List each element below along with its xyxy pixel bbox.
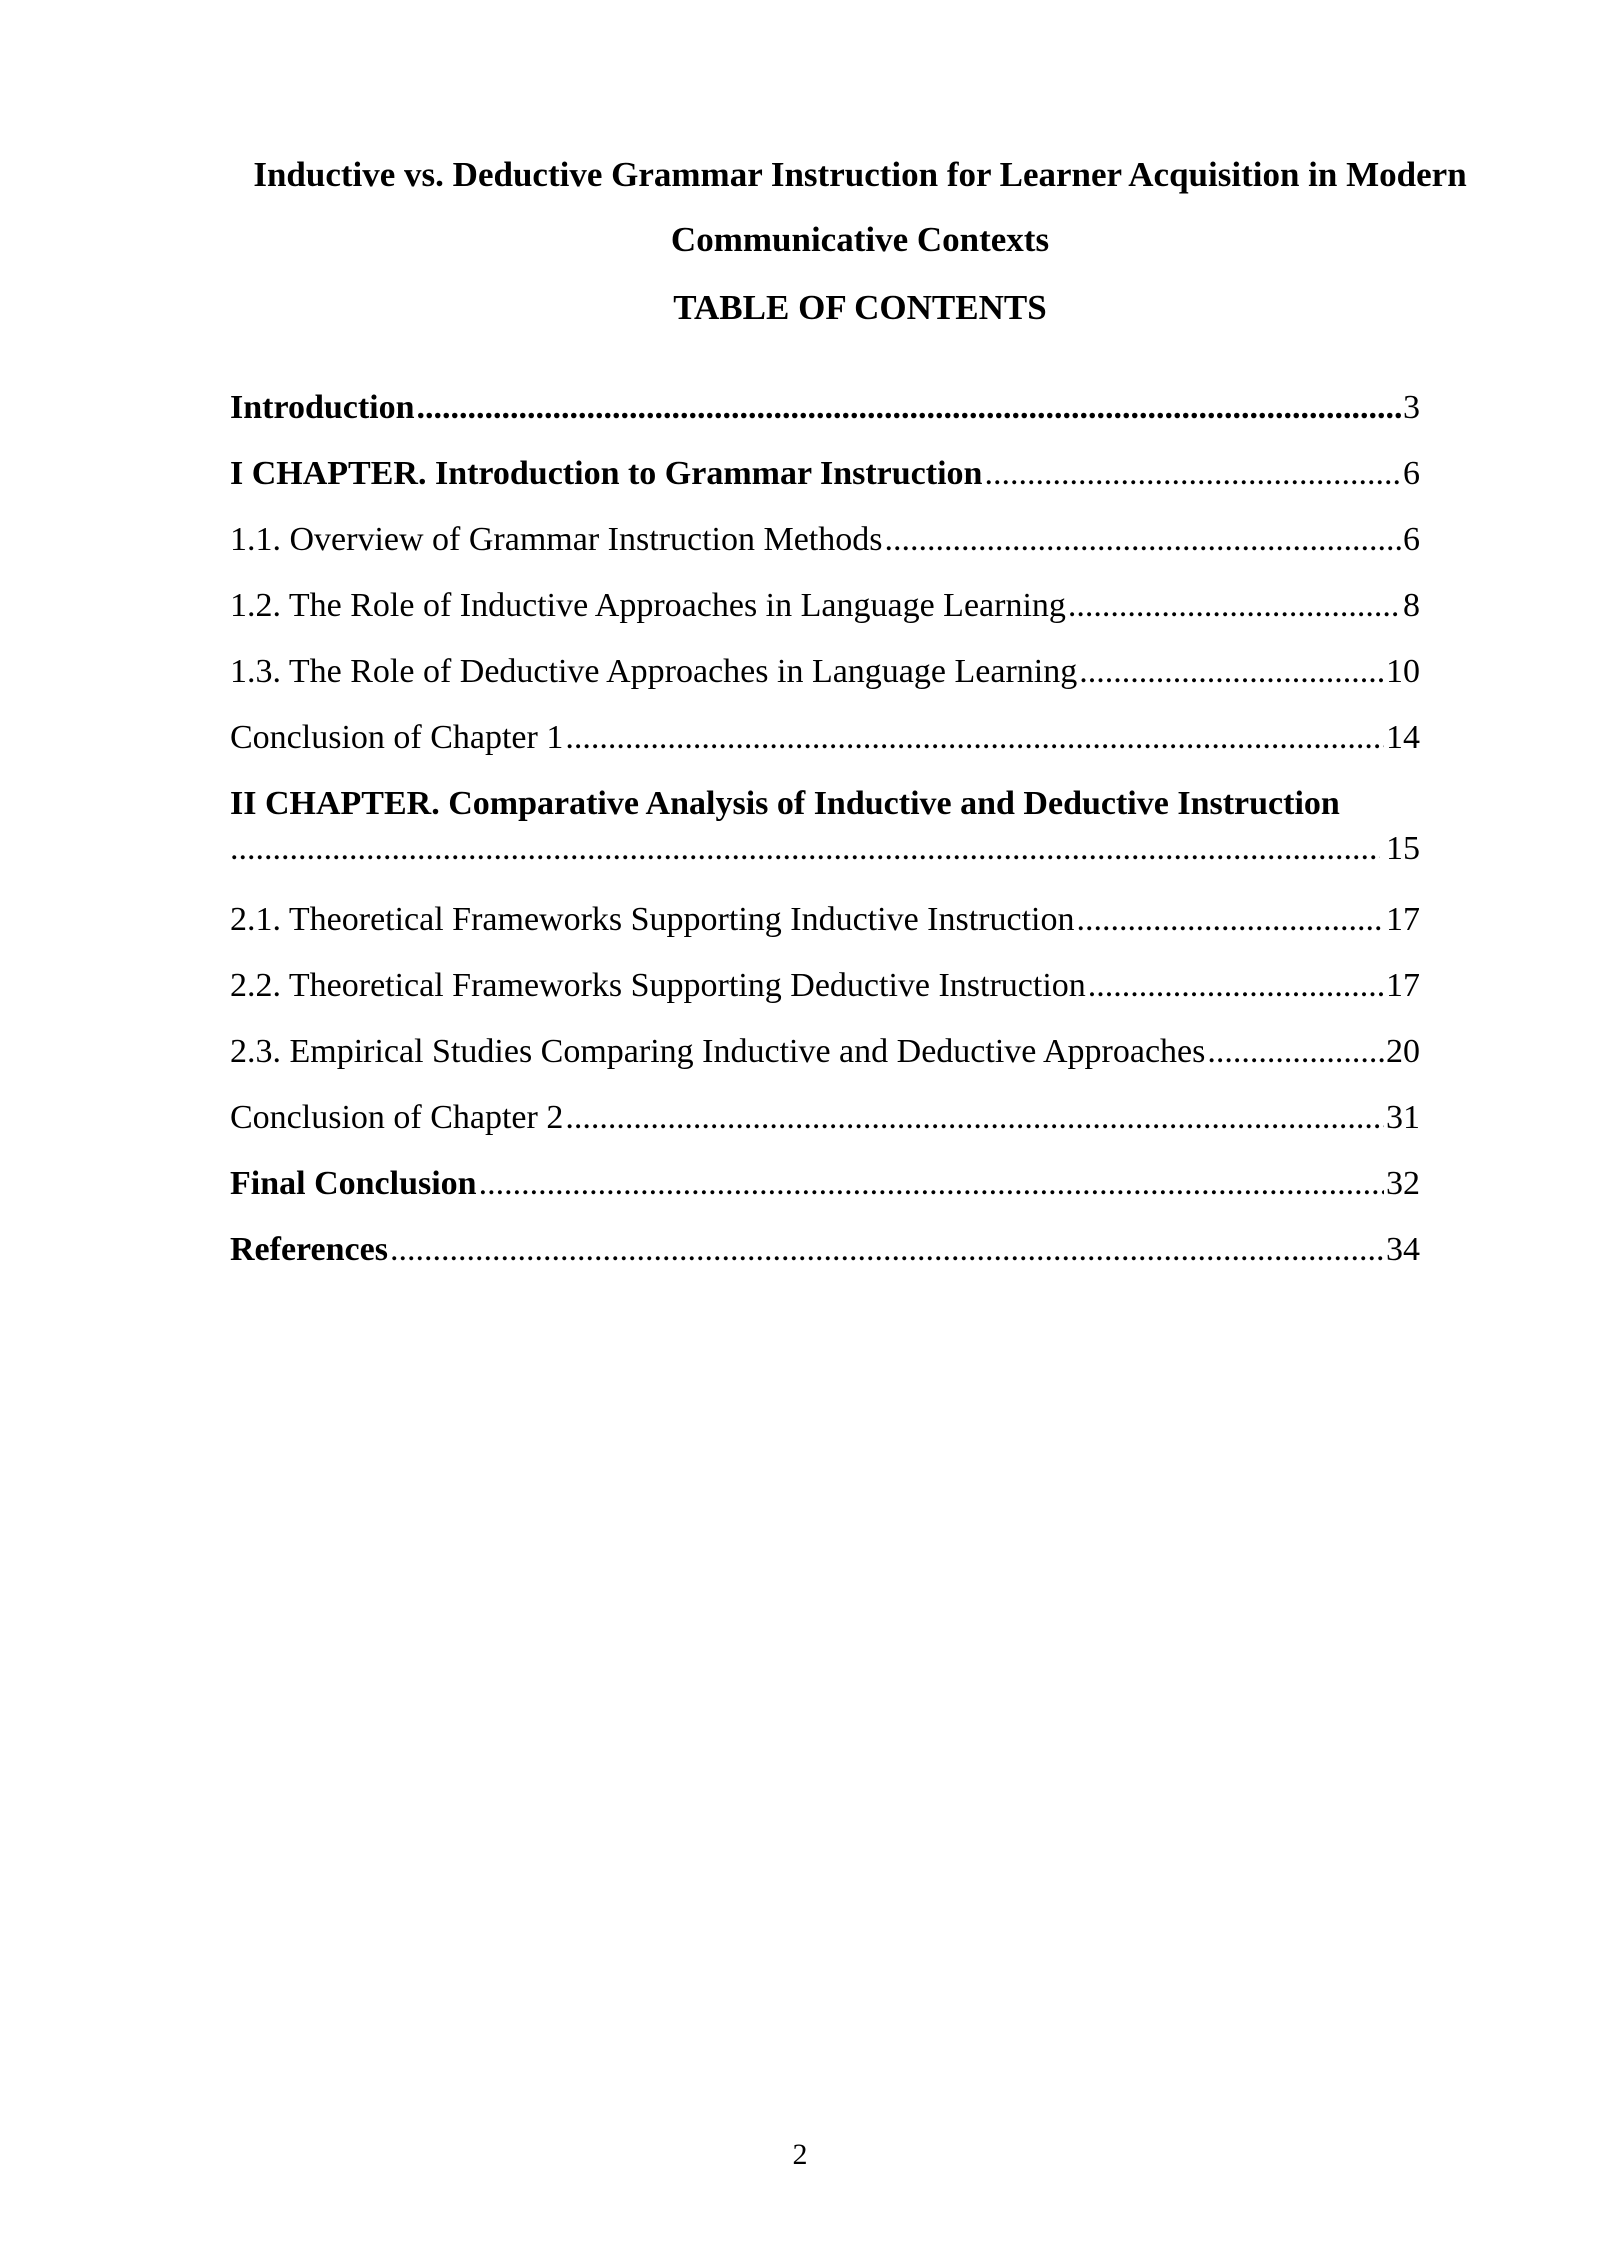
toc-entry-label: 1.3. The Role of Deductive Approaches in Language Learning bbox=[230, 653, 1078, 690]
toc-entry-page: 15 bbox=[1386, 830, 1420, 867]
document-title: Inductive vs. Deductive Grammar Instruction for Learner Acquisition in Modern Communicative Contexts bbox=[253, 155, 1467, 259]
toc-entry-label: 2.2. Theoretical Frameworks Supporting Deductive Instruction bbox=[230, 967, 1086, 1004]
toc-entry-2-2[interactable] bbox=[230, 953, 1420, 1019]
dot-leader bbox=[230, 829, 1380, 869]
dot-leader bbox=[884, 507, 1401, 573]
dot-leader bbox=[1207, 1019, 1384, 1085]
dot-leader bbox=[1076, 887, 1384, 953]
toc-entry-page: 32 bbox=[1386, 1165, 1420, 1202]
toc-entry-1-1[interactable] bbox=[230, 507, 1420, 573]
table-of-contents bbox=[230, 375, 1420, 1283]
dot-leader bbox=[984, 441, 1401, 507]
toc-entry-page: 34 bbox=[1386, 1231, 1420, 1268]
toc-entry-label: 2.1. Theoretical Frameworks Supporting Inductive Instruction bbox=[230, 901, 1075, 938]
toc-entry-page: 31 bbox=[1386, 1099, 1420, 1136]
toc-entry-page: 17 bbox=[1386, 901, 1420, 938]
toc-entry-page: 8 bbox=[1403, 587, 1420, 624]
dot-leader bbox=[1079, 639, 1384, 705]
toc-entry-page: 10 bbox=[1386, 653, 1420, 690]
toc-entry-conclusion-chapter-2[interactable] bbox=[230, 1085, 1420, 1151]
dot-leader bbox=[565, 1085, 1384, 1151]
dot-leader bbox=[390, 1217, 1384, 1283]
toc-heading: TABLE OF CONTENTS bbox=[673, 288, 1047, 327]
toc-entry-label: Introduction bbox=[230, 389, 415, 426]
toc-entry-label: Final Conclusion bbox=[230, 1165, 477, 1202]
toc-entry-label: 1.2. The Role of Inductive Approaches in Language Learning bbox=[230, 587, 1066, 624]
toc-entry-continuation bbox=[230, 829, 1420, 887]
toc-entry-chapter-2[interactable] bbox=[230, 771, 1420, 887]
toc-entry-introduction[interactable] bbox=[230, 375, 1420, 441]
toc-entry-chapter-1[interactable] bbox=[230, 441, 1420, 507]
dot-leader bbox=[417, 375, 1401, 441]
toc-entry-label: Conclusion of Chapter 2 bbox=[230, 1099, 564, 1136]
toc-entry-final-conclusion[interactable] bbox=[230, 1151, 1420, 1217]
toc-entry-page: 14 bbox=[1386, 719, 1420, 756]
toc-entry-page: 17 bbox=[1386, 967, 1420, 1004]
toc-entry-1-3[interactable] bbox=[230, 639, 1420, 705]
toc-entry-page: 6 bbox=[1403, 455, 1420, 492]
toc-entry-page: 3 bbox=[1403, 389, 1420, 426]
toc-entry-2-1[interactable] bbox=[230, 887, 1420, 953]
toc-entry-page: 6 bbox=[1403, 521, 1420, 558]
toc-entry-label: 1.1. Overview of Grammar Instruction Methods bbox=[230, 521, 883, 558]
toc-entry-label: Conclusion of Chapter 1 bbox=[230, 719, 564, 756]
toc-entry-1-2[interactable] bbox=[230, 573, 1420, 639]
toc-entry-label: 2.3. Empirical Studies Comparing Inductive and Deductive Approaches bbox=[230, 1033, 1206, 1070]
toc-entry-conclusion-chapter-1[interactable] bbox=[230, 705, 1420, 771]
toc-entry-label: II CHAPTER. Comparative Analysis of Inductive and Deductive Instruction bbox=[230, 785, 1340, 822]
toc-entry-page: 20 bbox=[1386, 1033, 1420, 1070]
toc-entry-label: References bbox=[230, 1231, 388, 1268]
dot-leader bbox=[565, 705, 1384, 771]
dot-leader bbox=[1088, 953, 1384, 1019]
dot-leader bbox=[1068, 573, 1401, 639]
toc-entry-references[interactable] bbox=[230, 1217, 1420, 1283]
toc-entry-label: I CHAPTER. Introduction to Grammar Instruction bbox=[230, 455, 983, 492]
toc-entry-2-3[interactable] bbox=[230, 1019, 1420, 1085]
dot-leader bbox=[479, 1151, 1384, 1217]
page-number: 2 bbox=[792, 2138, 808, 2171]
